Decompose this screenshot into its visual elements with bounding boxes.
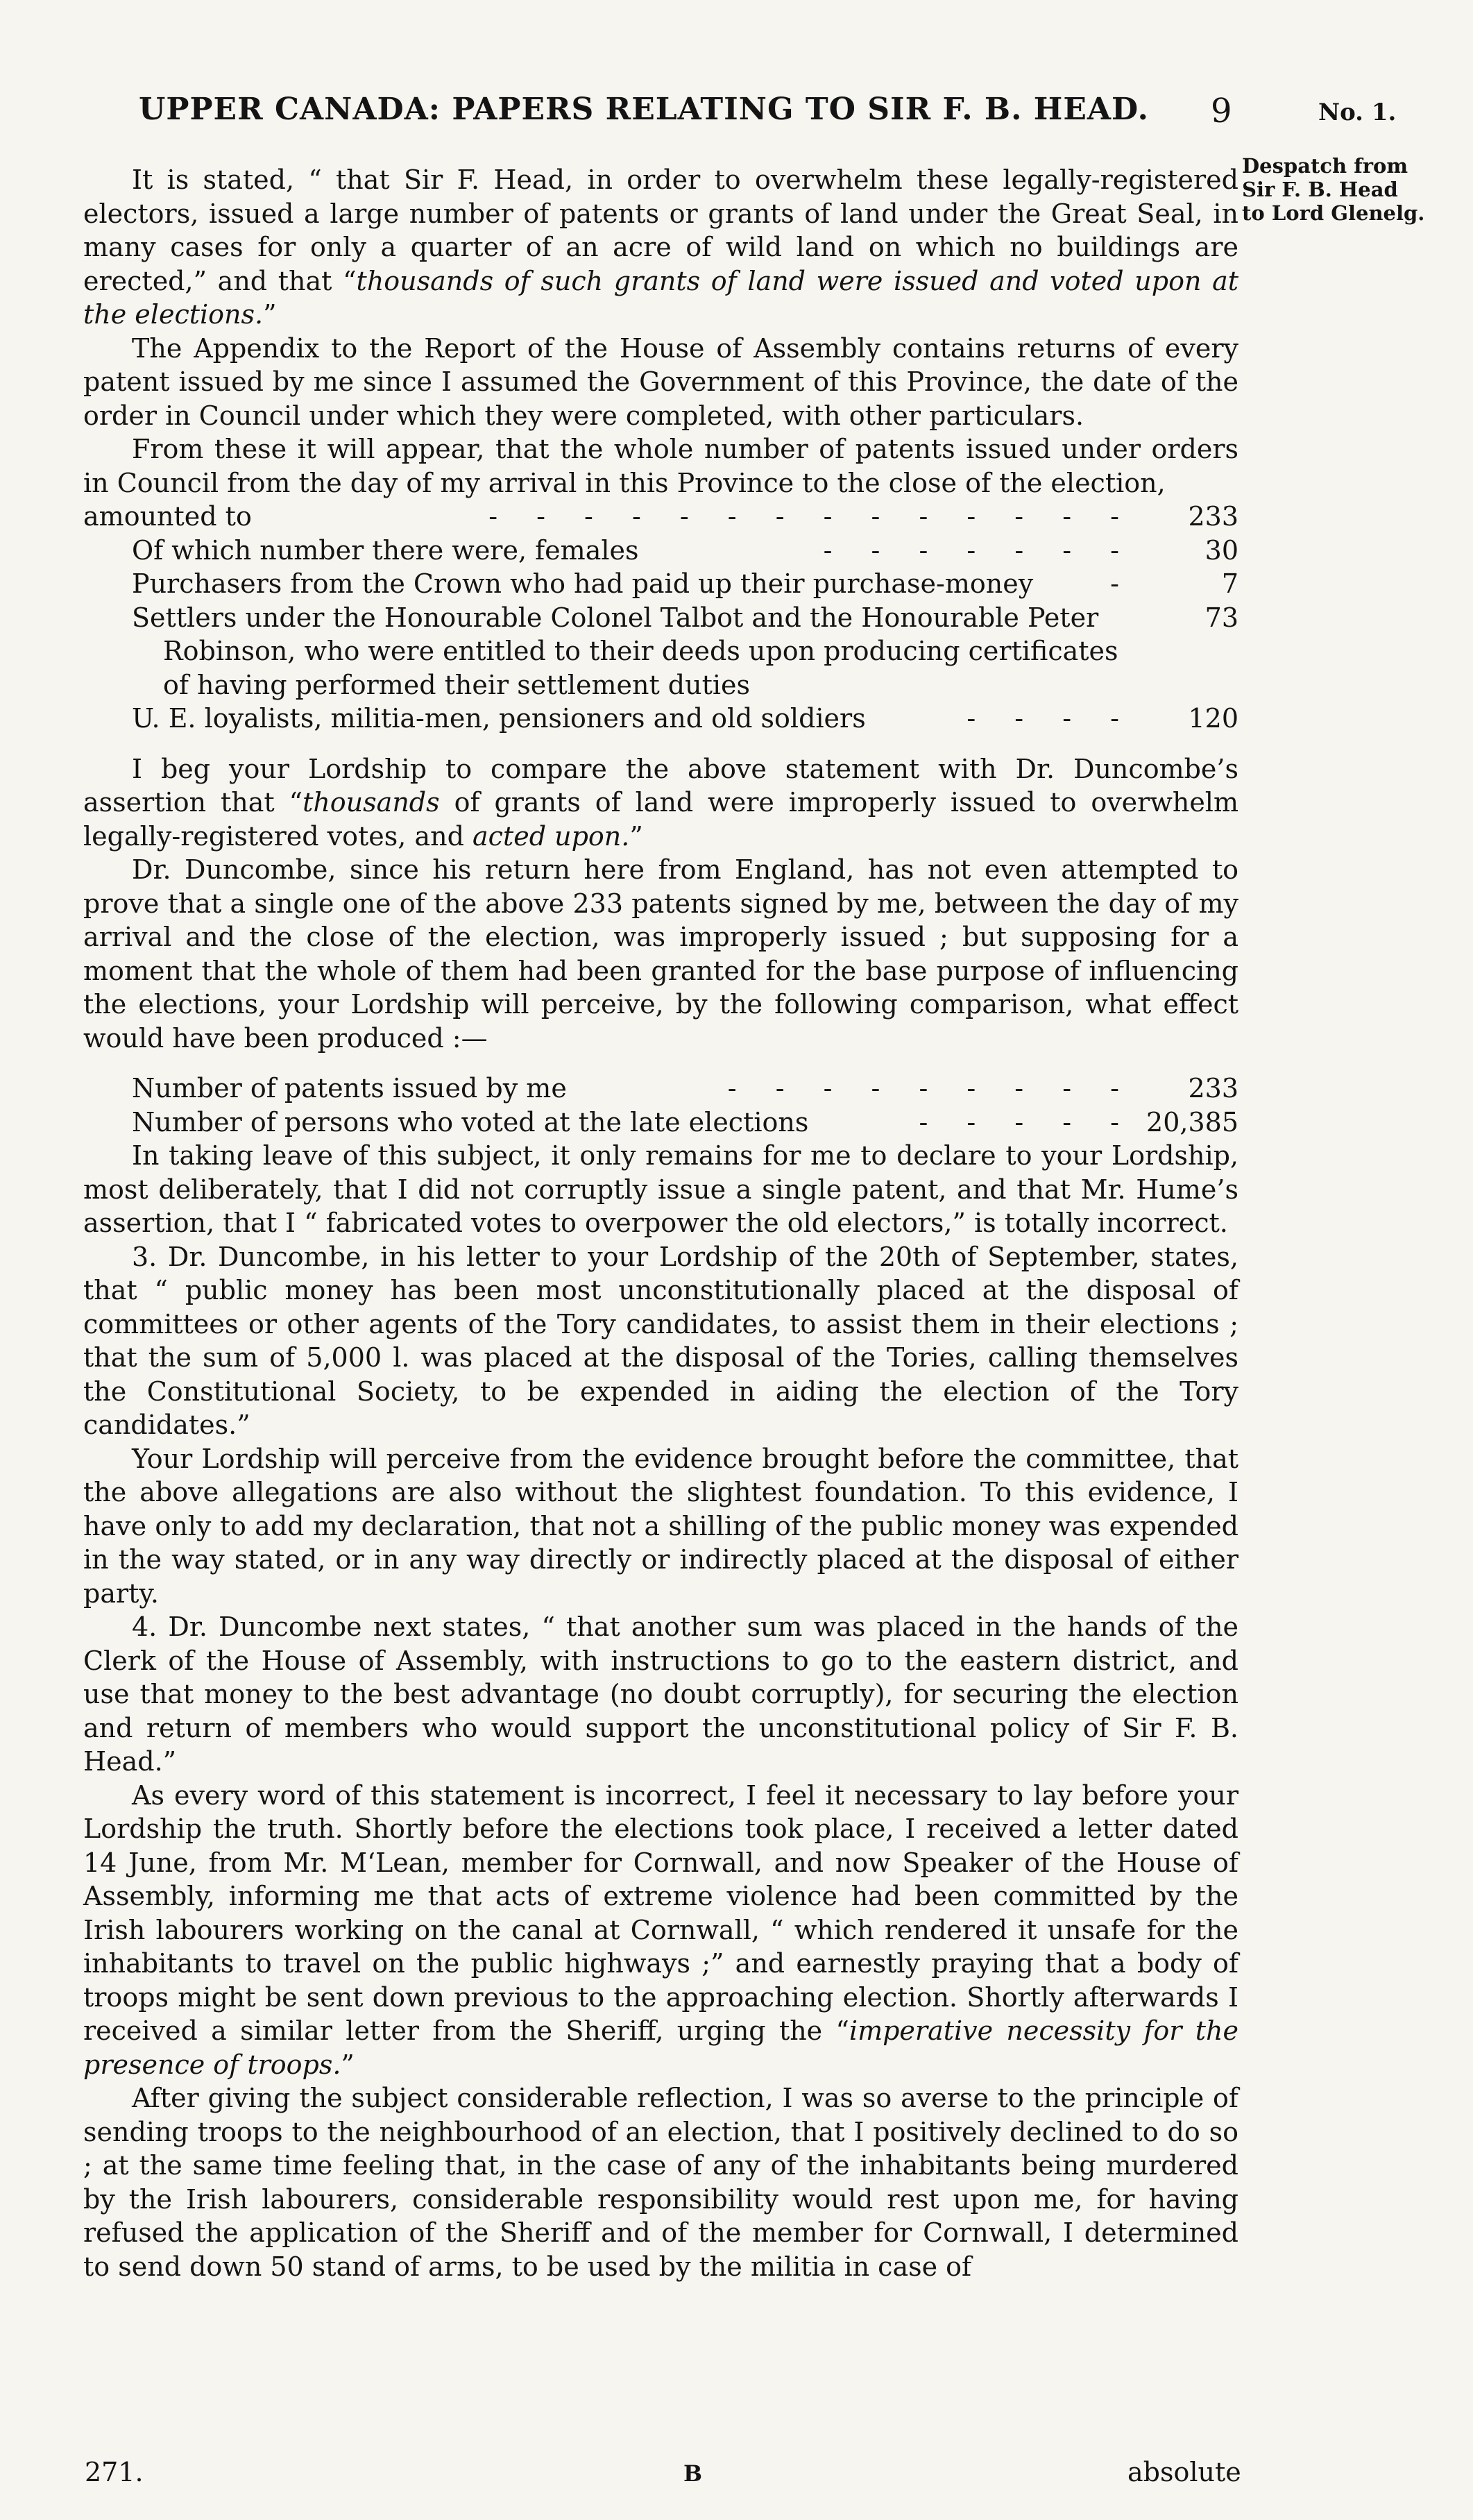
paragraph: I beg your Lordship to compare the above statement with Dr. Duncombe’s assertion that “thousands of grants of land were improperly issued to overwhelm legally-registered votes, and acted upon.” bbox=[83, 753, 1238, 852]
table-row: Of which number there were, females - - - - - - - 30 bbox=[132, 534, 1238, 566]
paragraph: As every word of this statement is incorrect, I feel it necessary to lay before your Lordship the truth. Shortly before the elections took place, I received a letter dated 14 June, from Mr. M‘Lean, member for Cornwall, and now Speaker of the House of Assembly, informing me that acts of extreme violence had been committed by the Irish labourers working on the canal at Cornwall, “ which rendered it unsafe for the inhabitants to travel on the public highways ;” and earnestly praying that a body of troops might be sent down previous to the approaching election. Shortly afterwards I received a similar letter from the Sheriff, urging the “imperative necessity for the presence of troops.” bbox=[83, 1779, 1239, 2080]
table-row: U. E. loyalists, militia-men, pensioners and old soldiers - - - - 120 bbox=[132, 703, 1238, 734]
body-text bbox=[83, 163, 1238, 2283]
paragraph: Dr. Duncombe, since his return here from England, has not even attempted to prove that a single one of the above 233 patents signed by me, between the day of my arrival and the close of the election, was improperly issued ; but supposing for a moment that the whole of them had been granted for the base purpose of influencing the elections, your Lordship will perceive, by the following comparison, what effect would have been produced :— bbox=[83, 854, 1238, 1054]
margin-note-line: Despatch from bbox=[1242, 154, 1408, 178]
table-row: Number of persons who voted at the late elections - - - - - 20,385 bbox=[132, 1106, 1238, 1138]
paragraph: From these it will appear, that the whole number of patents issued under orders in Council from the day of my arrival in this Province to the close of the election, bbox=[83, 434, 1238, 498]
margin-note bbox=[1242, 154, 1464, 225]
table-row: amounted to - - - - - - - - - - - - - - 233 bbox=[83, 501, 1238, 532]
paragraph: 3. Dr. Duncombe, in his letter to your Lordship of the 20th of September, states, that “ public money has been most unconstitutionally placed at the disposal of committees or other agents of the Tory candidates, to assist them in their elections ; that the sum of 5,000 l. was placed at the disposal of the Tories, calling themselves the Constitutional Society, to be expended in aiding the election of the Tory candidates.” bbox=[83, 1241, 1238, 1440]
table-row: Number of patents issued by me - - - - - - - - - 233 bbox=[132, 1073, 1238, 1103]
paragraph: In taking leave of this subject, it only remains for me to declare to your Lordship, most deliberately, that I did not corruptly issue a single patent, and that Mr. Hume’s assertion, that I “ fabricated votes to overpower the old electors,” is totally incorrect. bbox=[83, 1140, 1238, 1238]
margin-note-line: to Lord Glenelg. bbox=[1242, 201, 1425, 225]
running-header: UPPER CANADA: PAPERS RELATING TO SIR F. B. HEAD. bbox=[139, 92, 1149, 127]
page-number: 9 bbox=[1211, 92, 1232, 130]
comparison-table bbox=[132, 1072, 1238, 1139]
document-number: No. 1. bbox=[1318, 99, 1397, 126]
paragraph: After giving the subject considerable reflection, I was so averse to the principle of sending troops to the neighbourhood of an election, that I positively declined to do so ; at the same time feeling that, in the case of any of the inhabitants being murdered by the Irish labourers, considerable responsibility would rest upon me, for having refused the application of the Sheriff and of the member for Cornwall, I determined to send down 50 stand of arms, to be used by the militia in case of bbox=[83, 2083, 1238, 2282]
paragraph: Your Lordship will perceive from the evidence brought before the committee, that the above allegations are also without the slightest foundation. To this evidence, I have only to add my declaration, that not a shilling of the public money was expended in the way stated, or in any way directly or indirectly placed at the disposal of either party. bbox=[83, 1443, 1238, 1609]
paragraph: It is stated, “ that Sir F. Head, in order to overwhelm these legally-registered electors, issued a large number of patents or grants of land under the Great Seal, in many cases for only a quarter of an acre of wild land on which no buildings are erected,” and that “thousands of such grants of land were issued and voted upon at the elections.” bbox=[83, 164, 1238, 330]
paragraph: 4. Dr. Duncombe next states, “ that another sum was placed in the hands of the Clerk of the House of Assembly, with instructions to go to the eastern district, and use that money to the best advantage (no doubt corruptly), for securing the election and return of members who would support the unconstitutional policy of Sir F. B. Head.” bbox=[83, 1612, 1238, 1777]
paragraph: The Appendix to the Report of the House of Assembly contains returns of every patent issued by me since I assumed the Government of this Province, the date of the order in Council under which they were completed, with other particulars. bbox=[83, 332, 1238, 431]
margin-note-line: Sir F. B. Head bbox=[1242, 178, 1398, 201]
table-row: Purchasers from the Crown who had paid up their purchase-money - 7 bbox=[132, 568, 1238, 599]
sheet-mark: B bbox=[683, 2460, 703, 2487]
patents-table bbox=[83, 500, 1238, 736]
table-row: Settlers under the Honourable Colonel Talbot and the Honourable Peter Robinson, who were entitled to their deeds upon producing certificates of having performed their settlement duties 73 bbox=[132, 602, 1238, 700]
catchword: absolute bbox=[1127, 2457, 1241, 2487]
signature-mark: 271. bbox=[85, 2457, 144, 2487]
